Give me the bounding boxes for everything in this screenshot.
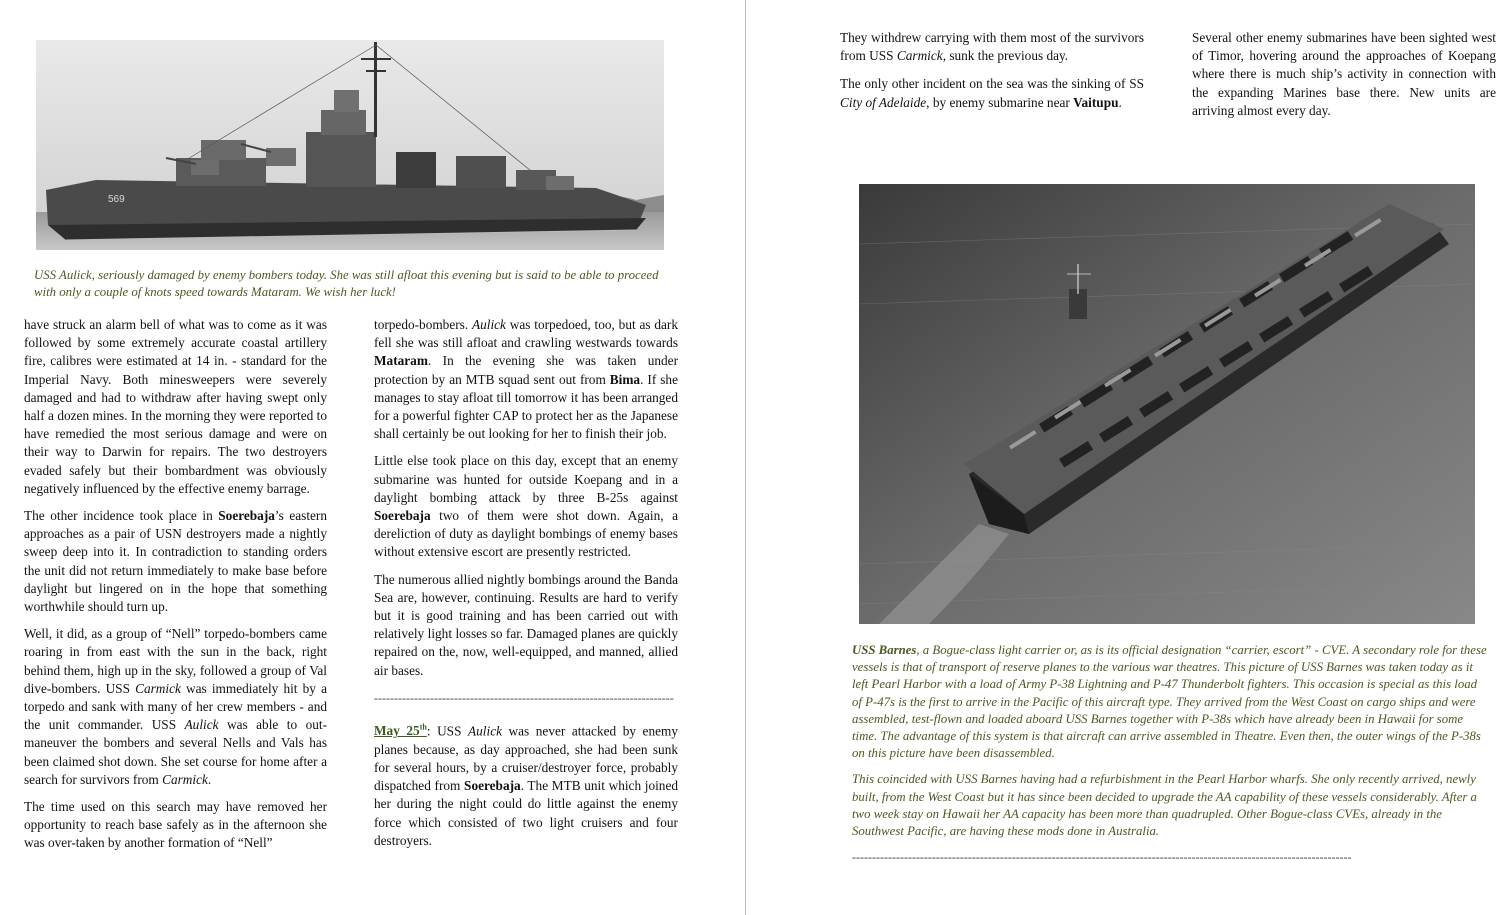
text-run: This coincided with USS Barnes having had a refurbishment in the Pearl Harbor wharfs. She only recently arrived, newly built, from the West Coast but it has since been decided to upgrade the AA capability of these vessels considerably. After a two week stay on Hawaii her AA capacity has been more than quadrupled. Other Bogue-class CVEs, already in the Southwest Pacific, are having these mods done in Australia. [852, 772, 1477, 839]
ship-name: Aulick [184, 717, 219, 733]
text-run: Several other enemy submarines have been sighted west of Timor, hovering around the approaches of Koepang where there is much ship’s activity in connection with the expanding Marines base there. New units are arriving almost every day. [1192, 30, 1496, 118]
text-run: The time used on this search may have removed her opportunity to reach base safely as in the afternoon she was over-taken by another formation of “Nell” [24, 799, 327, 851]
ship-name: Carmick [162, 771, 208, 787]
text-run: . In the evening she was taken under protection by an MTB squad sent out from [374, 353, 678, 387]
paragraph [374, 452, 678, 561]
paragraph [374, 719, 678, 850]
caption-text: USS Aulick, seriously damaged by enemy bombers today. She was still afloat this evening but is said to be able to proceed with only a couple of knots speed towards Mataram. We wish her luck! [34, 268, 659, 300]
text-run: : USS [426, 723, 469, 739]
text-run: The other incidence took place in [24, 508, 219, 524]
text-run: , sunk the previous day. [942, 48, 1069, 64]
text-run: was able to out-maneuver the bombers and several Nells and Vals has been claimed shot down. She set course for home after a search for survivors from [24, 717, 327, 787]
paragraph [24, 625, 327, 789]
text-run: The numerous allied nightly bombings around the Banda Sea are, however, continuing. Results are hard to verify but it is good training and has been carried out with relatively light losses so far. Damaged planes are quickly repaired on the, now, well-equipped, and manned, allied air bases. [374, 571, 678, 678]
text-run: was torpedoed, too, but as dark fell she was still afloat and crawling westwards towards [374, 317, 678, 351]
paragraph [24, 507, 327, 616]
section-separator: ----------------------------------------------------------------------------------------------------------------------------- [852, 850, 1352, 865]
text-run: have struck an alarm bell of what was to come as it was followed by some extremely accurate coastal artillery fire, calibres were estimated at 14 in. - standard for the Imperial Navy. Both minesweepers were severely damaged and had to withdraw after having swept only half a dozen mines. In the morning they were reported to have remedied the most serious damage and were on their way to Darwin for repairs. The two destroyers evaded safely but their bombardment was obviously negatively influenced by the effective enemy barrage. [24, 317, 327, 496]
text-run: ’s eastern approaches as a pair of USN destroyers made a nightly sweep deep into it. In contradiction to standing orders the unit did not return immediately to make base before daylight but lingered on in the hope that something worthwhile should turn up. [24, 508, 327, 615]
paragraph [24, 798, 327, 853]
right-page [746, 0, 1511, 915]
ship-name: Aulick [471, 317, 506, 332]
text-run: torpedo-bombers. [374, 317, 472, 332]
text-run: was immediately hit by a torpedo and sank with many of her crew members - and the unit commander. USS [24, 680, 327, 733]
caption-paragraph [852, 642, 1488, 762]
ship-name: Carmick [135, 680, 181, 696]
place-name: Soerebaja [464, 778, 521, 794]
right-column-2 [1192, 29, 1496, 129]
left-column-2 [374, 316, 678, 859]
paragraph [374, 316, 678, 443]
carrier-illustration [859, 184, 1475, 624]
text-run: Well, it did, as a group of “Nell” torpedo-bombers came roaring in from east with the sun in the back, right behind them, high up in the sky, followed a group of Val dive-bombers. USS [24, 626, 327, 696]
date-heading [374, 723, 427, 738]
section-separator: --------------------------------------------------------------------------- [374, 690, 674, 705]
carrier-photo [859, 184, 1475, 624]
left-page [0, 0, 745, 915]
date-text: May 25 [374, 723, 420, 739]
carrier-caption [852, 642, 1488, 866]
text-run: . [1118, 94, 1122, 110]
destroyer-photo [36, 40, 664, 250]
place-name: Soerebaja [218, 508, 275, 524]
paragraph [24, 316, 327, 498]
destroyer-illustration [36, 40, 664, 250]
text-run: , a Bogue-class light carrier or, as is its official designation “carrier, escort” - CVE. A secondary role for these vessels is that of transport of reserve planes to the various war theatres. This picture of USS Barnes was taken today as it left Pearl Harbor with a load of Army P-38 Lightning and P-47 Thunderbolt fighters. This occasion is special as this load of P-47s is the first to arrive in the Pacific of this aircraft type. They arrived from the West Coast on cargo ships and were assembled, test-flown and loaded aboard USS Barnes together with P-38s which have already been in Hawaii for some time. The advantage of this system is that aircraft can arrive assembled in Theatre. Even then, the outer wings of the P-38s on this picture have been disassembled. [852, 643, 1487, 761]
ship-name: USS Barnes [852, 643, 917, 657]
text-run: Little else took place on this day, except that an enemy submarine was hunted for outside Koepang and in a daylight bombing attack by three B-25s against [374, 453, 678, 505]
text-run: two of them were shot down. Again, a dereliction of duty as daylight bombings of enemy bases without extensive escort are presently restricted. [374, 508, 678, 560]
ship-name: Aulick [468, 723, 502, 739]
place-name: Bima [609, 371, 641, 387]
place-name: Vaitupu [1073, 94, 1119, 110]
date-suffix: th [419, 723, 427, 733]
place-name: Soerebaja [374, 508, 431, 524]
text-run: . The MTB unit which joined her during the night could do little against the enemy force which consisted of two light cruisers and four destroyers. [374, 778, 679, 848]
text-run: was never attacked by enemy planes because, as day approached, she had been sunk for several hours, by a cruiser/destroyer force, probably dispatched from [374, 723, 678, 794]
paragraph [840, 75, 1144, 111]
text-run: The only other incident on the sea was the sinking of SS [840, 76, 1144, 92]
paragraph [1192, 29, 1496, 120]
ship-name: City of Adelaide [840, 94, 927, 110]
hull-number: 569 [108, 194, 125, 205]
text-run: They withdrew carrying with them most of the survivors from USS [840, 30, 1144, 64]
text-run: . If she manages to stay afloat till tomorrow it has been arranged for a powerful fighter CAP to protect her as the Japanese shall certainly be out looking for her to finish their job. [374, 371, 678, 442]
paragraph [374, 571, 678, 680]
right-column-1 [840, 29, 1144, 121]
text-run: , by enemy submarine near [926, 94, 1074, 110]
ship-name: Carmick [896, 48, 943, 64]
caption-paragraph [852, 771, 1488, 840]
paragraph [840, 29, 1144, 65]
text-run: . [207, 771, 212, 787]
destroyer-caption [34, 267, 664, 310]
left-column-1 [24, 316, 327, 862]
place-name: Mataram [374, 353, 428, 369]
